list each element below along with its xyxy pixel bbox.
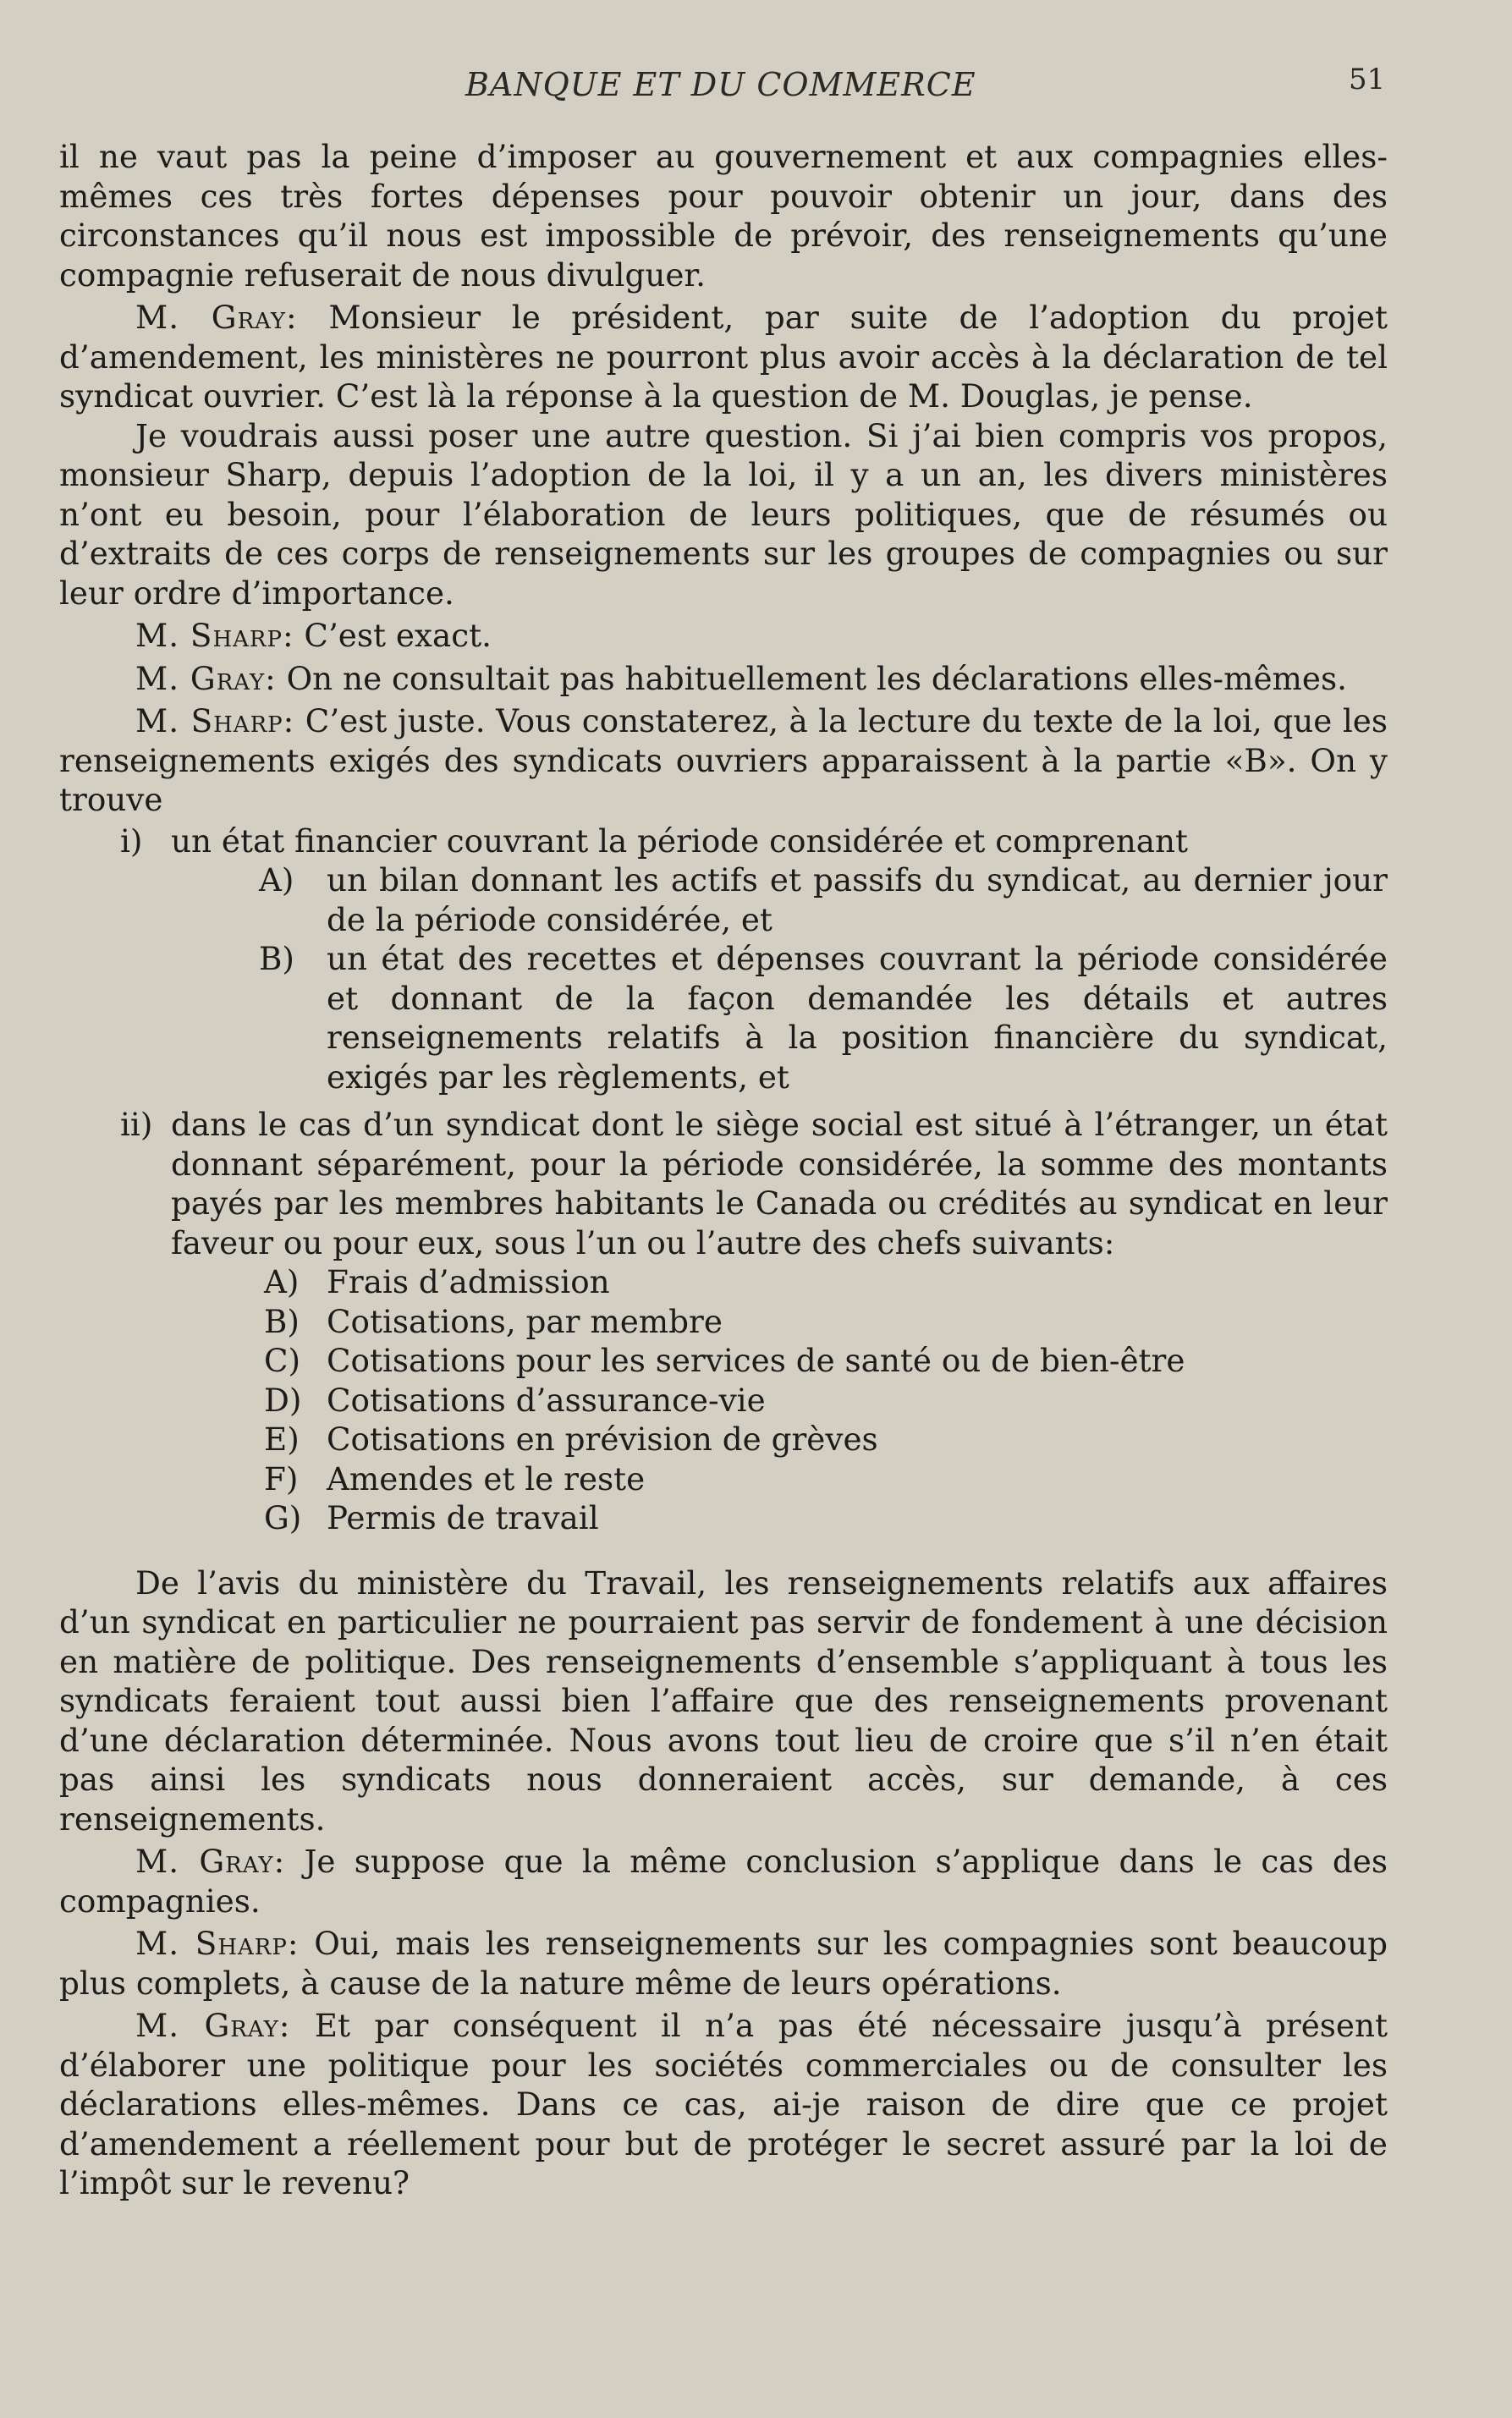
list-item-text: Cotisations, par membre bbox=[327, 1302, 723, 1340]
list-item-label: C) bbox=[264, 1342, 301, 1379]
list-item-text: Permis de travail bbox=[327, 1499, 599, 1536]
speaker-label: M. Gray: bbox=[135, 299, 298, 336]
speaker-label: M. Gray: bbox=[135, 659, 277, 697]
list-item-label: E) bbox=[264, 1421, 300, 1458]
list-item-label: D) bbox=[264, 1381, 302, 1419]
list-item-label: B) bbox=[259, 940, 294, 977]
list-item-text: Frais d’admission bbox=[327, 1263, 610, 1300]
paragraph: il ne vaut pas la peine d’imposer au gouvernement et aux compagnies elles-mêmes ces très fortes dépenses pour pouvoir obtenir un jour, dans des circonstances qu’il nous est impossible de prévoir, des renseignements qu’une compagnie refuserait de nous divulguer. bbox=[59, 138, 1388, 294]
speaker-label: M. Gray: bbox=[135, 2007, 291, 2044]
sub-list-item bbox=[59, 1381, 1388, 1421]
body-text bbox=[59, 137, 1388, 2203]
list-item-text: un état financier couvrant la période considérée et comprenant bbox=[171, 822, 1188, 860]
list-item-text: dans le cas d’un syndicat dont le siège social est situé à l’étranger, un état donnant séparément, pour la période considérée, la somme des montants payés par les membres habitants le Canada ou crédités au syndicat en leur faveur ou pour eux, sous l’un ou l’autre des chefs suivants: bbox=[171, 1106, 1388, 1261]
speaker-label: M. Sharp: bbox=[135, 617, 294, 654]
list-item-text: Cotisations pour les services de santé ou de bien-être bbox=[327, 1342, 1185, 1379]
sub-list-item bbox=[59, 1341, 1388, 1381]
speech-text: Et par conséquent il n’a pas été nécessaire jusqu’à présent d’élaborer une politique pour les sociétés commerciales ou de consulter les déclarations elles-mêmes. Dans ce cas, ai-je raison de dire que ce projet d’amendement a réellement pour but de protéger le secret assuré par la loi de l’impôt sur le revenu? bbox=[59, 2007, 1388, 2201]
sub-list-item bbox=[59, 1262, 1388, 1302]
running-title: BANQUE ET DU COMMERCE bbox=[465, 66, 976, 103]
paragraph: Je voudrais aussi poser une autre question. Si j’ai bien compris vos propos, monsieur Sharp, depuis l’adoption de la loi, il y a un an, les divers ministères n’ont eu besoin, pour l’élaboration de leurs politiques, que de résumés ou d’extraits de ces corps de renseignements sur les groupes de compagnies ou sur leur ordre d’importance. bbox=[59, 416, 1388, 612]
dialogue-paragraph bbox=[59, 616, 1388, 656]
speaker-label: M. Sharp: bbox=[135, 702, 295, 739]
list-item-text: un état des recettes et dépenses couvrant la période considérée et donnant de la façon demandée les détails et autres renseignements relatifs à la position financière du syndicat, exigés par les règlements, et bbox=[327, 940, 1388, 1096]
list-item-text: Cotisations en prévision de grèves bbox=[327, 1421, 878, 1458]
list-item-text: Amendes et le reste bbox=[327, 1459, 646, 1498]
sub-list-item bbox=[59, 1459, 1388, 1499]
list-item-label: ii) bbox=[120, 1106, 153, 1143]
paragraph: De l’avis du ministère du Travail, les renseignements relatifs aux affaires d’un syndicat en particulier ne pourraient pas servir de fondement à une décision en matière de politique. Des renseignements d’ensemble s’appliquant à tous les syndicats feraient tout aussi bien l’affaire que des renseignements provenant d’une déclaration déterminée. Nous avons tout lieu de croire que s’il n’en était pas ainsi les syndicats nous donneraient accès, sur demande, à ces renseignements. bbox=[59, 1563, 1388, 1838]
dialogue-paragraph bbox=[59, 1842, 1388, 1921]
list-item-label: F) bbox=[264, 1459, 299, 1498]
sub-list-item bbox=[59, 860, 1388, 939]
list-item-label: A) bbox=[264, 1263, 300, 1300]
list-item bbox=[59, 1105, 1388, 1262]
sub-list-item bbox=[59, 1420, 1388, 1459]
statute-list bbox=[59, 822, 1388, 1538]
speech-text: Monsieur le président, par suite de l’adoption du projet d’amendement, les ministères ne pourront plus avoir accès à la déclaration de tel syndicat ouvrier. C’est là la réponse à la question de M. Douglas, je pense. bbox=[59, 299, 1388, 415]
sub-list-item bbox=[59, 1498, 1388, 1538]
list-item-label: A) bbox=[259, 861, 294, 899]
speech-text: C’est juste. Vous constaterez, à la lecture du texte de la loi, que les renseignements exigés des syndicats ouvriers apparaissent à la partie «B». On y trouve bbox=[59, 702, 1388, 818]
sub-list-item bbox=[59, 1302, 1388, 1342]
dialogue-paragraph bbox=[59, 659, 1388, 699]
sub-list-item bbox=[59, 939, 1388, 1096]
dialogue-paragraph bbox=[59, 298, 1388, 416]
speech-text: On ne consultait pas habituellement les déclarations elles-mêmes. bbox=[286, 659, 1347, 697]
list-item-text: un bilan donnant les actifs et passifs du syndicat, au dernier jour de la période considérée, et bbox=[327, 861, 1388, 938]
dialogue-paragraph bbox=[59, 1924, 1388, 2003]
speaker-label: M. Sharp: bbox=[135, 1925, 300, 1962]
speech-text: C’est exact. bbox=[304, 617, 492, 654]
speaker-label: M. Gray: bbox=[135, 1843, 286, 1880]
dialogue-paragraph bbox=[59, 2006, 1388, 2203]
page-number: 51 bbox=[1349, 63, 1386, 96]
speech-text: Je suppose que la même conclusion s’applique dans le cas des compagnies. bbox=[59, 1843, 1388, 1920]
list-item bbox=[59, 822, 1388, 861]
speech-text: Oui, mais les renseignements sur les compagnies sont beaucoup plus complets, à cause de la nature même de leurs opérations. bbox=[59, 1925, 1388, 2002]
list-item-label: G) bbox=[264, 1499, 302, 1536]
list-item-label: i) bbox=[120, 822, 143, 860]
list-item-text: Cotisations d’assurance-vie bbox=[327, 1381, 766, 1419]
dialogue-paragraph bbox=[59, 701, 1388, 820]
list-item-label: B) bbox=[264, 1302, 300, 1340]
